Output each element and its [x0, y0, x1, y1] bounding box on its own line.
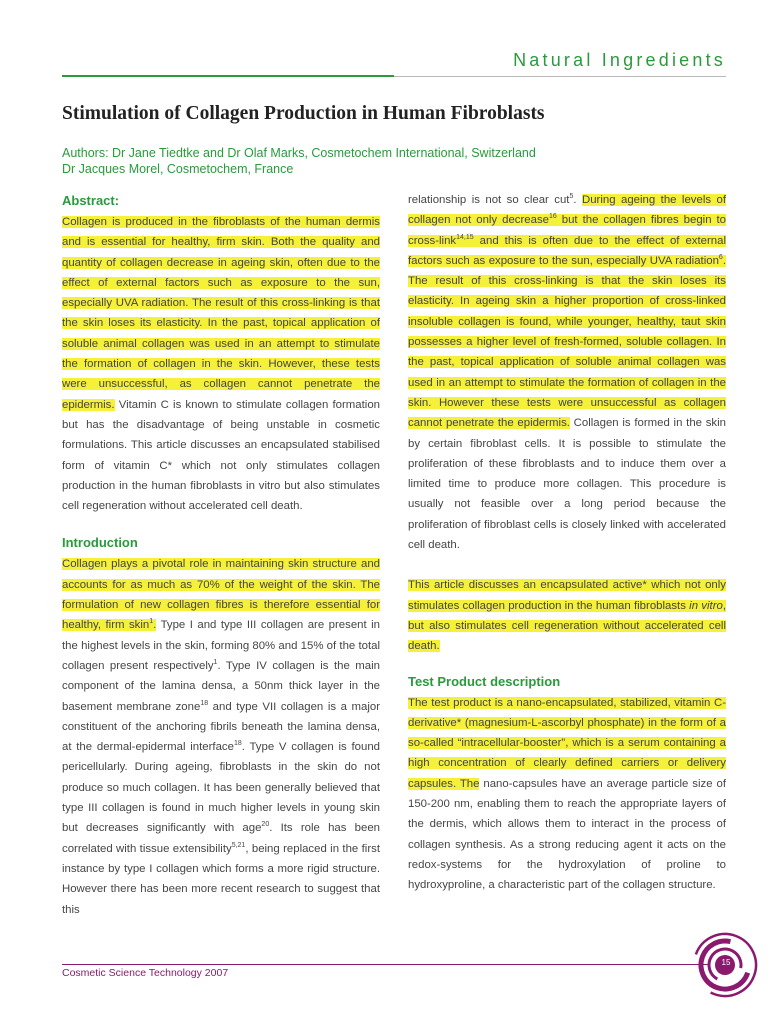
journal-name: Cosmetic Science Technology 2007 [62, 967, 229, 979]
authors-line-2: Dr Jacques Morel, Cosmetochem, France [62, 162, 294, 176]
test-product-paragraph [408, 693, 726, 896]
abstract-paragraph [62, 212, 380, 516]
test-product-heading: Test Product description [408, 673, 561, 689]
introduction-paragraph: Collagen plays a pivotal role in maintaining skin structure and accounts for as much as 70% of the weight of the skin. The formulation of new collagen fibres is therefore essential for healthy, firm skin$^1$. Type I and type III collagen are present in the highest levels in the skin, forming 80% and 15% of the total collagen present respectively$^1$. Type IV collagen is the main component of the lamina densa, a 50nm thick layer in the basement membrane zone$^{18}$ and type VII collagen is a major constituent of the anchoring fibrils beneath the lamina densa, at the dermal-epidermal interface$^{18}$. Type V collagen is found pericellularly. During ageing, fibroblasts in the skin do not produce so much collagen. It has been generally believed that type III collagen is found in much higher levels in young skin but decreases significantly with age$^{20}$. Its role has been correlated with tissue extensibility$^{5,21}$, being replaced in the first instance by type I collagen which forms a more rigid structure. However there has been more recent research to suggest that this [62, 558, 381, 916]
header-rule-green [62, 75, 394, 77]
abstract-text: Vitamin C is known to stimulate collagen formation but has the disadvantage of being unstable in cosmetic formulations. This article discusses an encapsulated stabilised form of vitamin C* which not only stimulates collagen production in the human fibroblasts in vitro but also stimulates cell regeneration without accelerated cell death. [62, 398, 380, 513]
abstract-heading: Abstract: [62, 193, 120, 208]
introduction-heading: Introduction [62, 535, 138, 551]
article-scope-highlight: This article discusses an encapsulated active* which not only stimulates collagen production in the human fibroblasts in vitro, but also stimulates cell regeneration without accelerated cell death. [408, 579, 726, 653]
ageing-highlight: During ageing the levels of collagen not only decrease$^{16}$ but the collagen fibres begin to cross-link$^{14,15}$ and this is often due to the effect of external factors such as exposure to the sun, especially UVA radiation$^6$. The result of this cross-linking is that the skin loses its elasticity. In ageing skin a higher proportion of cross-linked insoluble collagen is found, while younger, healthy, taut skin possesses a higher level of fresh-formed, soluble collagen. In the past, topical application of soluble animal collagen was used in an attempt to stimulate the formation of collagen in the skin. However these tests were unsuccessful as collagen cannot penetrate the epidermis. [408, 194, 727, 430]
introduction-highlight: Collagen plays a pivotal role in maintaining skin structure and accounts for as much as 70% of the weight of the skin. The formulation of new collagen fibres is therefore essential for healthy, firm skin$^1$. [62, 558, 380, 632]
left-column [62, 190, 380, 920]
article-title: Stimulation of Collagen Production in Human Fibroblasts [62, 103, 545, 124]
header-rule-grey [394, 76, 726, 77]
article-scope-paragraph [408, 575, 726, 656]
right-column [408, 190, 726, 896]
test-product-highlight: The test product is a nano-encapsulated, stabilized, vitamin C-derivative* (magnesium-L-ascorbyl phosphate) in the form of a so-called “intracellular-booster”, which is a serum containing a high concentration of clearly defined carriers or delivery capsules. The [408, 696, 726, 790]
abstract-highlight: Collagen is produced in the fibroblasts of the human dermis and is essential for healthy, firm skin. Both the quality and quantity of collagen decrease in ageing skin, often due to the effect of external factors such as exposure to the sun, especially UVA radiation. The result of this cross-linking is that the skin loses its elasticity. In the past, topical application of soluble animal collagen was used in an attempt to stimulate the formation of collagen in the skin. However, these tests were unsuccessful, as collagen cannot penetrate the epidermis. [62, 216, 380, 411]
test-product-text: nano-capsules have an average particle size of 150-200 nm, enabling them to reach the appropriate layers of the dermis, which allows them to interact in the process of collagen synthesis. As a strong reducing agent it acts on the redox-systems for the hydroxylation of proline to hydroxyproline, a characteristic part of the collagen structure. [408, 777, 726, 892]
page-number: 15 [721, 958, 731, 967]
section-label: Natural Ingredients [513, 50, 726, 70]
authors-line-1: Authors: Dr Jane Tiedtke and Dr Olaf Marks, Cosmetochem International, Switzerland [62, 146, 536, 160]
authors-block [62, 145, 702, 177]
ageing-paragraph: relationship is not so clear cut$^5$. During ageing the levels of collagen not only decrease$^{16}$ but the collagen fibres begin to cross-link$^{14,15}$ and this is often due to the effect of external factors such as exposure to the sun, especially UVA radiation$^6$. The result of this cross-linking is that the skin loses its elasticity. In ageing skin a higher proportion of cross-linked insoluble collagen is found, while younger, healthy, taut skin possesses a higher level of fresh-formed, soluble collagen. In the past, topical application of soluble animal collagen was used in an attempt to stimulate the formation of collagen in the skin. However these tests were unsuccessful as collagen cannot penetrate the epidermis. Collagen is formed in the skin by certain fibroblast cells. It is possible to stimulate the proliferation of these fibroblasts and to induce them over a limited time to produce more collagen. This procedure is usually not feasible over a long period because the proliferation of fibroblast cells is closely linked with accelerated cell death. [408, 193, 727, 552]
footer-rule [62, 964, 708, 965]
